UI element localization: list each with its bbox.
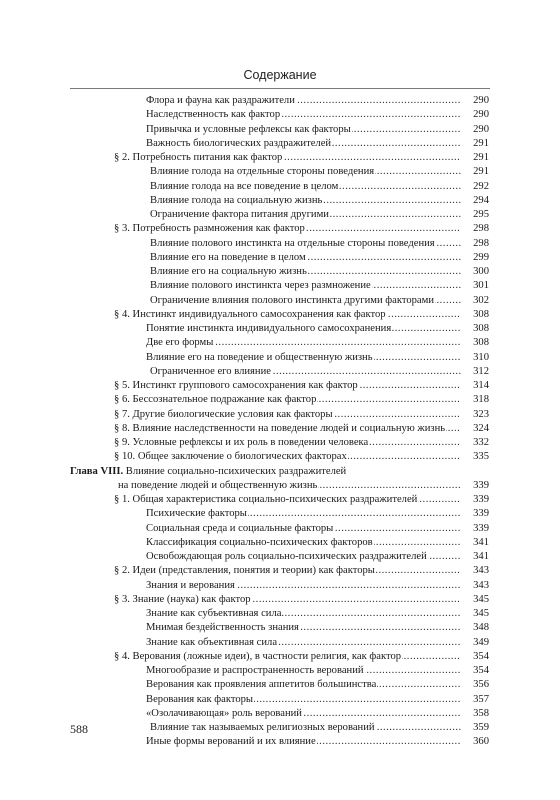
toc-entry-title: Понятие инстинкта индивидуального самосохранения ..... [146,322,461,336]
toc-entry [70,621,489,635]
toc-entry-title: § 3. Знание (наука) как фактор ..... [114,593,461,607]
toc-entry-title: § 9. Условные рефлексы и их роль в поведении человека ..... [114,436,461,450]
toc-entry [70,493,489,507]
toc-entry-page: 290 [473,95,489,106]
toc-entry [70,180,489,194]
toc-entry [70,165,489,179]
toc-entry-page: 354 [473,665,489,676]
toc-entry [70,208,489,222]
toc-entry-title: Иные формы верований и их влияние ..... [146,735,461,749]
toc-entry-page: 291 [473,166,489,178]
toc-entry [70,636,489,650]
toc-entry-title: Важность биологических раздражителей ..... [146,137,461,151]
toc-entry-title: Психические факторы ..... [146,507,461,521]
toc-entry-page: 318 [473,394,489,406]
toc-entry-page: 345 [473,608,489,619]
toc-entry [70,123,489,137]
toc-entry-page: 341 [473,551,489,562]
toc-entry [70,693,489,707]
toc-entry-title: «Озолачивающая» роль верований ..... [146,707,461,721]
toc-entry-title: § 3. Потребность размножения как фактор ..... [114,222,461,236]
toc-entry-title: Знание как субъективная сила ..... [146,607,461,621]
toc-entry [70,308,489,322]
toc-entry-title: Социальная среда и социальные факторы ..... [146,522,461,536]
toc-entry-page: 298 [473,237,489,249]
toc-entry [70,137,489,151]
toc-entry [70,336,489,350]
toc-entry [70,365,489,379]
page-number: 588 [70,722,88,736]
toc-entry [70,465,489,479]
toc-entry-page: 308 [473,308,489,320]
toc-entry [70,564,489,578]
toc-entry [70,94,489,108]
toc-entry-title: § 4. Инстинкт индивидуального самосохранения как фактор ..... [114,308,461,322]
toc-entry [70,607,489,621]
toc-entry-page: 357 [473,693,489,705]
toc-entry-title: Ограничение влияния полового инстинкта другими факторами ..... [150,294,461,308]
toc-entry [70,393,489,407]
toc-entry-page: 343 [473,579,489,591]
toc-entry-page: 345 [473,593,489,605]
toc-entry [70,351,489,365]
toc-entry [70,522,489,536]
toc-entry-page: 343 [473,565,489,577]
toc-entry [70,436,489,450]
toc-entry [70,507,489,521]
toc-entry [70,450,489,464]
toc-entry-title: § 2. Потребность питания как фактор ..... [114,151,461,165]
toc-entry-title: Две его формы ..... [146,336,461,350]
toc-entry-title: Влияние полового инстинкта через размножение ..... [150,279,461,293]
toc-entry-page: 290 [473,123,489,135]
toc-entry-title: Влияние его на социальную жизнь ..... [150,265,461,279]
toc-entry-page: 341 [473,536,489,548]
toc-entry [70,108,489,122]
toc-entry-title: § 1. Общая характеристика социально-психических раздражителей ..... [114,493,461,507]
toc-entry-title: Влияние его на поведение и общественную жизнь ..... [146,351,461,365]
toc-entry-page: 308 [473,323,489,334]
toc-entry-title: Влияние так называемых религиозных верований ..... [150,721,461,735]
toc-entry-title: Привычка и условные рефлексы как факторы ..... [146,123,461,137]
toc-entry-page: 291 [473,152,489,163]
toc-entry-title: Ограниченное его влияние ..... [150,365,461,379]
toc-entry-page: 354 [473,650,489,662]
toc-entry [70,237,489,251]
toc-entry-title: § 5. Инстинкт группового самосохранения как фактор ..... [114,379,461,393]
toc-entry-page: 359 [473,722,489,733]
toc-entry-title [70,465,461,479]
toc-entry-title: Наследственность как фактор ..... [146,108,461,122]
toc-entry-title: Влияние голода на социальную жизнь ..... [150,194,461,208]
toc-entry-title: Влияние полового инстинкта на отдельные стороны поведения ..... [150,237,461,251]
toc-entry [70,479,489,493]
toc-entry-page: 299 [473,251,489,263]
toc-entry [70,735,489,749]
toc-entry-page: 332 [473,437,489,448]
toc-entry-title: Влияние голода на отдельные стороны поведения ..... [150,165,461,179]
toc-entry-page: 348 [473,622,489,634]
toc-entry-page: 335 [473,451,489,463]
chapter-label: Глава VIII. [70,465,124,477]
toc-entry-page: 291 [473,137,489,149]
toc-entry-page: 339 [473,494,489,505]
toc-entry-title: Влияние голода на все поведение в целом ..... [150,180,461,194]
toc-entry-title: § 10. Общее заключение о биологических факторах ..... [114,450,461,464]
toc-entry [70,294,489,308]
toc-entry-page: 300 [473,266,489,277]
toc-entry-title: Верования как факторы ..... [146,693,461,707]
toc-entry [70,265,489,279]
toc-entry-title: Ограничение фактора питания другими ..... [150,208,461,222]
toc-entry-page: 360 [473,736,489,748]
chapter-title: Влияние социально-психических раздражителей [123,465,347,477]
toc-entry-page: 308 [473,337,489,349]
toc-entry-title: Знания и верования ..... [146,579,461,593]
toc-entry-title: Влияние его на поведение в целом ..... [150,251,461,265]
toc-entry [70,422,489,436]
toc-entry [70,593,489,607]
toc-entry-title: Освобождающая роль социально-психических раздражителей ..... [146,550,461,564]
toc-entry-title: § 6. Бессознательное подражание как фактор ..... [114,393,461,407]
toc-entry [70,408,489,422]
toc-entry-page: 349 [473,636,489,648]
toc-entry [70,678,489,692]
toc-entry [70,151,489,165]
toc-entry-title: Многообразие и распространенность верований ..... [146,664,461,678]
toc-entry-page: 298 [473,223,489,235]
toc-entry-page: 339 [473,508,489,520]
toc-entry-page: 301 [473,280,489,292]
toc-entry [70,650,489,664]
toc-entry-title: Знание как объективная сила ..... [146,636,461,650]
toc-entry [70,721,489,735]
toc-entry-title: на поведение людей и общественную жизнь ..... [118,479,461,493]
toc-entry-title: Флора и фауна как раздражители ..... [146,94,461,108]
toc-entry [70,194,489,208]
toc-entry-page: 302 [473,294,489,306]
toc-entry-title: § 2. Идеи (представления, понятия и теории) как факторы ..... [114,564,461,578]
toc-entry [70,322,489,336]
toc-entry-page: 339 [473,522,489,534]
toc-entry-page: 290 [473,109,489,121]
toc-entry-page: 356 [473,679,489,691]
toc-entry-title: Верования как проявления аппетитов большинства ..... [146,678,461,692]
toc-entry [70,379,489,393]
toc-entry-title: Мнимая бездейственность знания ..... [146,621,461,635]
header-rule [70,88,490,89]
toc-entry-page: 324 [473,422,489,434]
toc-entry [70,579,489,593]
toc-entry [70,251,489,265]
toc-entry-page: 312 [473,365,489,377]
toc-entry-title: Классификация социально-психических факторов ..... [146,536,461,550]
toc-entry [70,279,489,293]
toc-entry [70,550,489,564]
toc-entry-page: 294 [473,194,489,206]
toc-entry-page: 339 [473,479,489,491]
toc-entry-page: 310 [473,351,489,363]
toc-entry-page: 292 [473,180,489,192]
running-header: Содержание [243,68,317,82]
table-of-contents [70,94,489,750]
toc-entry-page: 295 [473,209,489,220]
toc-entry [70,707,489,721]
toc-entry-title: § 7. Другие биологические условия как факторы ..... [114,408,461,422]
toc-entry [70,536,489,550]
toc-entry-page: 314 [473,380,489,391]
toc-entry-page: 358 [473,707,489,719]
toc-entry-title: § 8. Влияние наследственности на поведение людей и социальную жизнь ..... [114,422,461,436]
toc-entry [70,664,489,678]
toc-entry-page: 323 [473,408,489,420]
toc-entry [70,222,489,236]
toc-entry-title: § 4. Верования (ложные идеи), в частности религия, как фактор ..... [114,650,461,664]
